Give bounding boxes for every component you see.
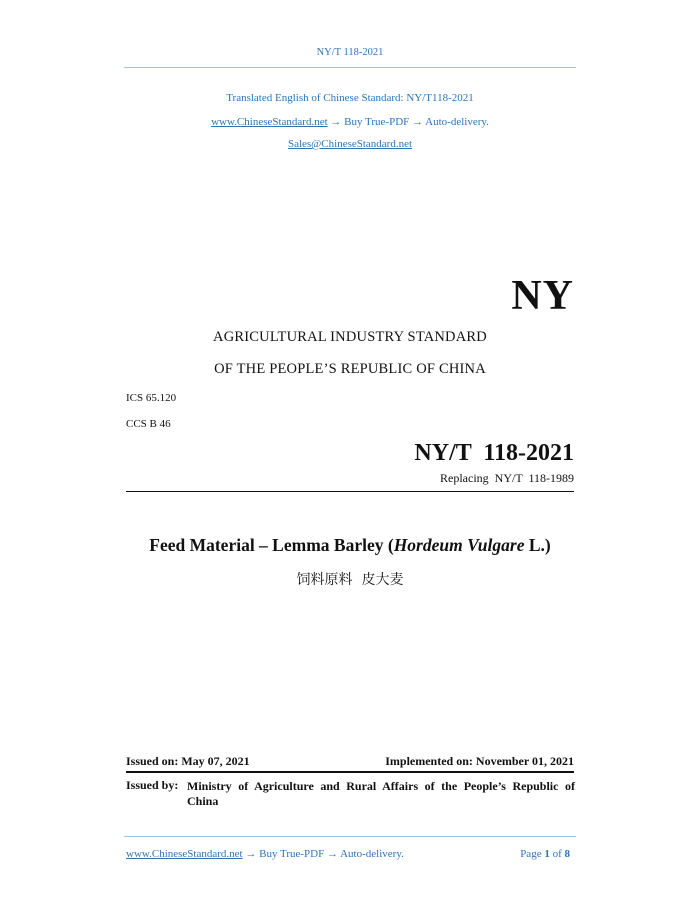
standard-number: NY/T 118-2021: [414, 440, 574, 466]
header-code: NY/T 118-2021: [316, 47, 384, 58]
issued-by-line-2: China: [187, 794, 219, 808]
site-link[interactable]: www.ChineseStandard.net: [211, 116, 328, 128]
translation-notice: Translated English of Chinese Standard: NY/T118-2021: [226, 92, 474, 104]
purchase-notice: [0, 116, 700, 128]
title-species: Hordeum Vulgare: [393, 535, 525, 555]
footer-buy-text: → Buy True-PDF → Auto-delivery.: [242, 848, 404, 860]
footer-links: [126, 848, 404, 860]
issued-by-label: Issued by:: [126, 778, 179, 792]
title-prefix: Feed Material – Lemma Barley (: [149, 535, 394, 555]
buy-text: → Buy True-PDF → Auto-delivery.: [327, 116, 489, 128]
title-divider: [126, 491, 574, 492]
footer-site-link[interactable]: www.ChineseStandard.net: [126, 848, 243, 860]
replacing-note: Replacing NY/T 118-1989: [440, 471, 574, 485]
page-indicator: [520, 848, 570, 860]
ccs-code: CCS B 46: [126, 418, 171, 430]
issued-by-line-1: Ministry of Agriculture and Rural Affairs of the People’s Republic of: [187, 779, 575, 793]
title-english: [0, 535, 700, 556]
ics-code: ICS 65.120: [126, 392, 177, 404]
agency-line-2: OF THE PEOPLE’S REPUBLIC OF CHINA: [214, 361, 486, 377]
title-chinese: 饲料原料 皮大麦: [296, 572, 404, 588]
email-notice: [0, 138, 700, 150]
email-link[interactable]: Sales@ChineseStandard.net: [287, 138, 413, 150]
ny-mark: NY: [511, 273, 574, 319]
header-divider: [124, 67, 576, 68]
footer-divider: [124, 836, 576, 837]
implemented-on: Implemented on: November 01, 2021: [385, 754, 574, 768]
page-number: 1: [544, 848, 550, 860]
page-total: 8: [564, 848, 570, 860]
dates-divider: [126, 771, 574, 773]
of-word: of: [552, 848, 562, 860]
title-suffix: L.): [524, 535, 551, 555]
issued-on: Issued on: May 07, 2021: [126, 754, 250, 768]
page-word: Page: [520, 848, 542, 860]
agency-line-1: AGRICULTURAL INDUSTRY STANDARD: [213, 329, 487, 345]
